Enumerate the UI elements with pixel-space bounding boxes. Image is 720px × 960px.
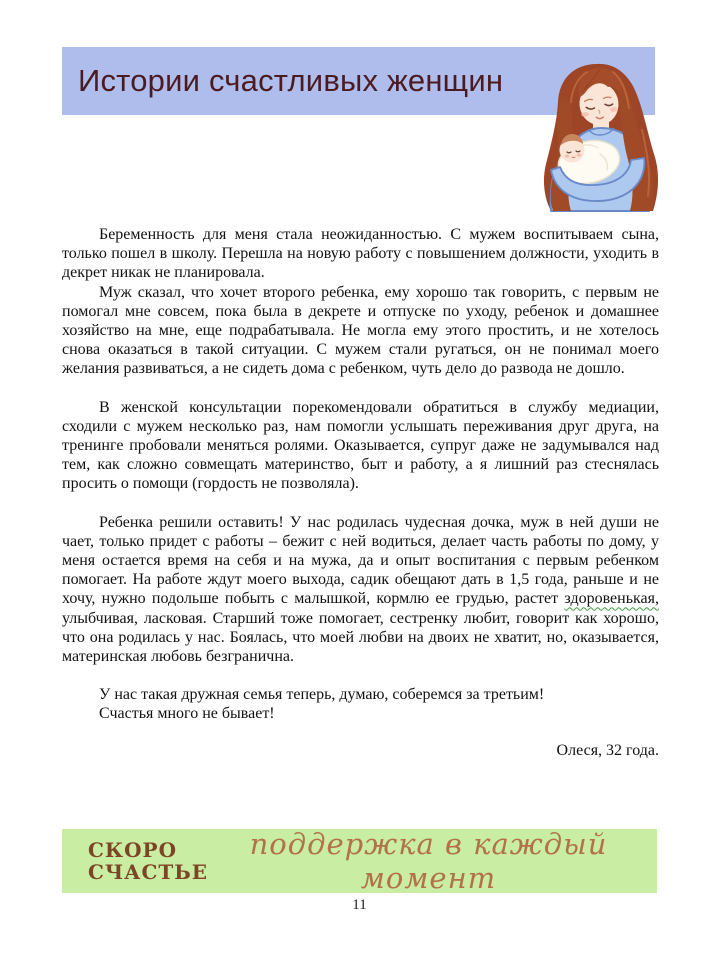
story-body	[62, 225, 659, 760]
mother-baby-illustration	[527, 60, 672, 212]
paragraph-4-text-before: Ребенка решили оставить! У нас родилась чудесная дочка, муж в ней души не чает, только придет с работы – бежит с ней водиться, делает часть работы по дому, у меня остается время на себя и на мужа, да и опыт воспитания с первым ребенком помогает. На работе ждут моего выхода, садик обещают дать в 1,5 года, раньше и не хочу, нужно подольше побыть с малышкой, кормлю ее грудью, растет	[62, 513, 659, 608]
brand-logo-line-1: СКОРО	[88, 838, 177, 862]
mother-baby-svg	[527, 60, 672, 212]
page-number: 11	[352, 897, 367, 913]
paragraph-4-text-after: улыбчивая, ласковая. Старший тоже помогает, сестренку любит, говорит как хорошо, что она родилась у нас. Боялась, что моей любви на двоих не хватит, но, оказывается, материнская любовь безгранична.	[62, 609, 659, 666]
closing-line-2: Счастья много не бывает!	[99, 705, 275, 723]
footer-band	[62, 829, 657, 893]
story-paragraph-4	[62, 513, 659, 667]
brand-logo-line-2: СЧАСТЬЕ	[88, 860, 209, 884]
brand-tagline: поддержка в каждый момент	[249, 827, 608, 895]
story-paragraph-1: Беременность для меня стала неожиданностью. С мужем воспитываем сына, только пошел в школу. Перешла на новую работу с повышением должности, уходить в декрет никак не планировала.	[62, 226, 659, 282]
author-signature: Олеся, 32 года.	[556, 741, 659, 759]
closing-line-1: У нас такая дружная семья теперь, думаю, соберемся за третьим!	[99, 686, 545, 704]
page-title: Истории счастливых женщин	[78, 63, 504, 98]
story-paragraph-2: Муж сказал, что хочет второго ребенка, ему хорошо так говорить, с первым не помогал мне совсем, пока была в декрете и отпуске по уходу, ребенок и домашнее хозяйство на мне, еще подрабатывала. Не могла ему этого простить, и не хотелось снова оказаться в такой ситуации. С мужем стали ругаться, он не понимал моего желания развиваться, а не сидеть дома с ребенком, чуть дело до развода не дошло.	[62, 283, 659, 378]
story-paragraph-3: В женской консультации порекомендовали обратиться в службу медиации, сходили с мужем несколько раз, нам помогли услышать переживания друг друга, на тренинге пробовали меняться ролями. Оказывается, супруг даже не задумывался над тем, как сложно совмещать материнство, быт и работу, а я лишний раз стеснялась просить о помощи (гордость не позволяла).	[62, 398, 659, 493]
brand-logo	[88, 839, 208, 883]
grammar-marked-word: здоровенькая,	[564, 590, 659, 608]
